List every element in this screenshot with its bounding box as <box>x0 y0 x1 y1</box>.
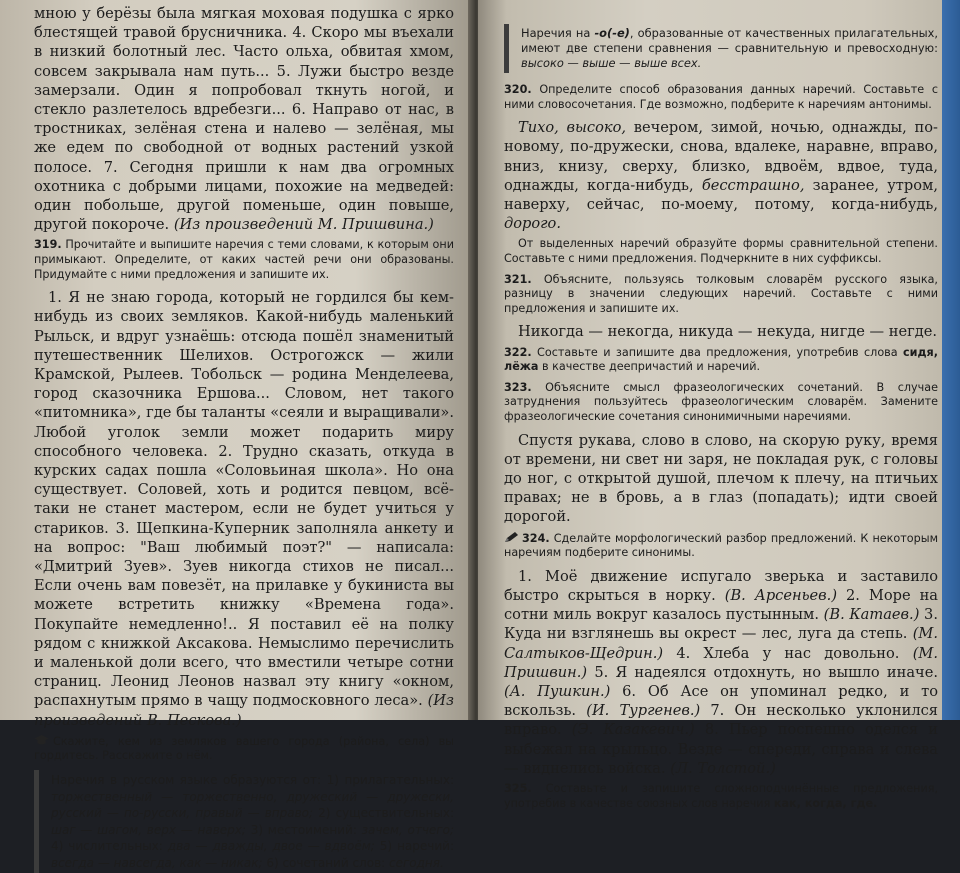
task-324 <box>504 531 938 561</box>
r324-2: (В. Катаев.) <box>823 606 920 624</box>
background-edge <box>942 0 960 720</box>
left-page <box>0 0 474 870</box>
words-320-a: Тихо, высоко, <box>518 119 627 137</box>
task-324-text: Сделайте морфологический разбор предложений. К некоторым наречиям подберите синонимы. <box>504 531 939 560</box>
r324-6: (И. Тургенев.) <box>586 702 701 720</box>
words-320-d: заранее, утром, наверху, сейчас, по-моему, потому, когда-нибудь, <box>504 176 938 213</box>
left-top-ref: (Из произведений М. Пришвина.) <box>173 216 434 234</box>
task-319-text: Прочитайте и выпишите наречия с теми словами, к которым они примыкают. Определите, от каких частей речи они образованы. Придумайте с ними предложения и запишите их. <box>34 238 454 281</box>
task-319 <box>34 238 454 282</box>
task-320-sub: От выделенных наречий образуйте формы сравнительной степени. Составьте с ними предложения. Подчеркните в них суффиксы. <box>504 237 938 265</box>
rule-intro: Наречия в русском языке образуются от: 1) прилагательных: <box>51 773 454 788</box>
task-320 <box>504 83 938 112</box>
task-321-text: Объясните, пользуясь толковым словарём русского языка, разницу в значении следующих наречий. Составьте с ними предложения и запишите их. <box>504 272 938 315</box>
rule-part-4: 4) числительных: <box>51 839 168 854</box>
r324-1: (В. Арсеньев.) <box>724 586 838 604</box>
task-320-words <box>504 118 938 233</box>
s324-8: 8. Пьер поспешно оделся и выбежал на крыльцо. Везде — спереди, справа и слева — виднелись войска. <box>504 721 938 777</box>
s324-6: 6. Об Асе он упоминал редко, и то вскользь. <box>504 682 938 720</box>
task-319-number: 319. <box>34 238 62 252</box>
task-323-number: 323. <box>504 380 532 394</box>
r324-7: (Э. Казакевич.) <box>571 721 695 739</box>
right-rule-box <box>504 24 938 73</box>
task-322 <box>504 346 938 375</box>
words-320-c: бесстрашно, <box>701 176 805 194</box>
r324-4: (М. Пришвин.) <box>504 644 938 681</box>
text-319-ref: (Из произведений В. Пескова.) <box>34 692 454 729</box>
s324-2: 2. Море на сотни миль вокруг казалось пустынным. <box>504 586 938 624</box>
task-322-text-a: Составьте и запишите два предложения, употребив слова <box>537 345 904 359</box>
task-320-number: 320. <box>504 83 532 96</box>
task-324-number: 324. <box>522 531 550 545</box>
left-top-paragraph <box>34 4 454 234</box>
rule-example-1: торжественный — торжественно, дружеский — дружески, русский — по-русски, правый — вправо; <box>51 789 454 821</box>
task-323-words: Спустя рукава, слово в слово, на скорую руку, время от времени, ни свет ни заря, не покладая рук, с головы до ног, с открытой душой, плечом к плечу, на птичьих правах; не в бровь, а в глаз (попадать); идти своей дорогой. <box>504 431 938 526</box>
graduation-cap-icon <box>34 734 49 746</box>
s324-3: 3. Куда ни взглянешь вы окрест — лес, луга да степь. <box>504 606 938 643</box>
pencil-icon <box>504 531 520 543</box>
rule-example-6: сегодня. <box>389 855 444 870</box>
right-rule-example: высоко — выше — выше всех. <box>521 56 702 70</box>
s324-5: 5. Я надеялся отдохнуть, но вышло иначе. <box>587 663 938 681</box>
rule-example-4: два — дважды, двое — вдвоём; <box>167 839 375 854</box>
task-325-number: 325. <box>504 781 532 795</box>
task-321-words: Никогда — некогда, никуда — некуда, нигде — негде. <box>518 323 938 341</box>
task-322-bold: сидя, лёжа <box>504 345 938 374</box>
text-319-body: 1. Я не знаю города, который не гордился бы кем-нибудь из своих земляков. Какой-нибудь маленький Рыльск, и вдруг узнаёшь: отсюда пошёл знаменитый путешественник Шелихов. Острогожск — жили Крамской, Рылеев. Тобольск — родина Менделеева, город сказочника Ершова... Словом, нет такого «питомника», где бы таланты «сеяли и выращивали». Любой уголок земли может подарить миру способного человека. 2. Трудно сказать, откуда в курских садах пошла «Соловьиная школа». Но она существует. Соловей, хоть и родится певцом, всё-таки не станет мастером, если не будет учиться у стариков. 3. Щепкина-Куперник заполняла анкету и на вопрос: "Ваш любимый поэт?" — написала: «Дмитрий Зуев». Зуев никогда стихов не писал... Если очень вам повезёт, на прилавке у букиниста вы можете встретить книжку «Времена года». Покупайте немедленно!.. Я поставил её на полку рядом с книжкой Аксакова. Немыслимо перечислить и маленькой доли всего, что вместили четыре сотни страниц. Леонид Леонов назвал эту книгу «окном, распахнутым прямо в чащу подмосковного леса». <box>34 289 454 710</box>
hat-task <box>34 734 454 764</box>
right-rule-suffix: -о(-е) <box>594 26 630 40</box>
right-rule-text-b: , образованные от качественных прилагательных, имеют две степени сравнения — сравнительную и превосходную: <box>521 26 939 55</box>
rule-example-5: всегда — навсегда, как — никак; <box>51 855 263 870</box>
hat-task-text: Скажите, кем из земляков вашего города (района, села) вы гордитесь. Расскажите о нём. <box>34 734 454 763</box>
task-323 <box>504 381 938 425</box>
task-325-bold: как, когда, где. <box>773 796 878 810</box>
words-320-e: дорого. <box>504 215 561 233</box>
task-323-text: Объясните смысл фразеологических сочетаний. В случае затруднения пользуйтесь фразеологическим словарём. Замените фразеологические сочетания синонимичными наречиями. <box>504 380 938 423</box>
rule-part-6: 6) сочетаний слов: <box>262 855 389 870</box>
s324-1: 1. Моё движение испугало зверька и заставило быстро скрыться в норку. <box>504 567 938 604</box>
task-321 <box>504 273 938 317</box>
task-325-text-a: Составьте и запишите сложноподчинённые предложения, употребив в качестве союзных слов наречия <box>504 781 939 810</box>
task-321-number: 321. <box>504 272 532 286</box>
task-322-text-b: в качестве деепричастий и наречий. <box>538 360 761 374</box>
r324-5: (А. Пушкин.) <box>504 682 611 700</box>
s324-7: 7. Он несколько уклонился вправо. <box>504 702 939 739</box>
r324-3: (М. Салтыков-Щедрин.) <box>504 625 938 662</box>
right-page <box>478 0 960 810</box>
rule-part-3: 3) местоимений: <box>245 822 362 837</box>
r324-8: (Л. Толстой.) <box>670 759 776 777</box>
rule-example-3: зачем, отчего; <box>361 822 454 837</box>
rule-example-2: шаг — шагом, верх — наверх; <box>51 822 246 837</box>
task-320-text: Определите способ образования данных наречий. Составьте с ними словосочетания. Где возможно, подберите к наречиям антонимы. <box>504 83 938 111</box>
task-324-sentences <box>504 567 938 778</box>
text-319 <box>34 288 454 730</box>
words-320-b: вечером, зимой, ночью, однажды, по-новому, по-дружески, снова, вдалеке, наравне, вправо, вниз, книзу, сверху, близко, вдвоём, вдвое, туда, однажды, когда-нибудь, <box>504 119 938 194</box>
rule-part-2: 2) существительных: <box>313 806 454 821</box>
rule-part-5: 5) наречий: <box>374 839 455 854</box>
task-325 <box>504 782 938 811</box>
task-322-number: 322. <box>504 345 532 359</box>
left-top-text: мною у берёзы была мягкая моховая подушка с ярко блестящей травой брусничника. 4. Скоро мы въехали в низкий болотный лес. Часто ольха, обвитая хмом, совсем закрывала нам путь... 5. Лужи быстро везде замерзали. Один я попробовал ткнуть ногой, и стекло разлетелось вдребезги... 6. Направо от нас, в тростниках, зелёная стена и налево — зелёная, мы же едем по свободной от водных растений узкой полосе. 7. Сегодня пришли к нам два огромных охотника с добрыми лицами, похожие на медведей: один побольше, другой поменьше, один повыше, другой покороче. <box>34 5 454 234</box>
s324-4: 4. Хлеба у нас довольно. <box>663 644 913 662</box>
right-rule-text-a: Наречия на <box>521 26 595 40</box>
left-rule-box <box>34 770 454 873</box>
